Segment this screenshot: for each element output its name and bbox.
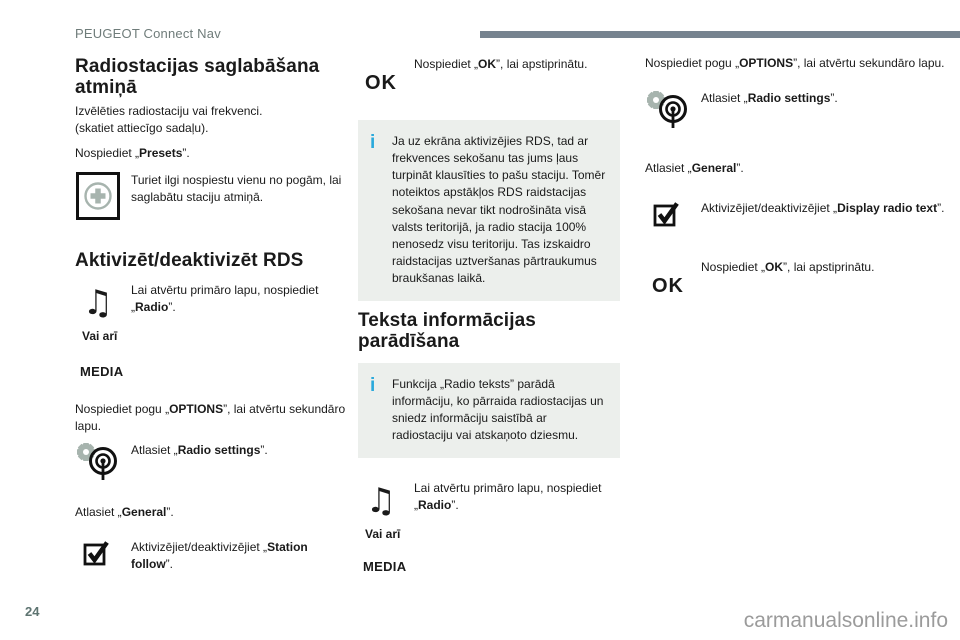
music-notes-glyph: ♫: [82, 282, 114, 323]
display-radio-text-step: [645, 200, 945, 228]
info-icon: i: [370, 132, 376, 154]
radio-primary-step: [358, 480, 620, 521]
column-3: [645, 55, 945, 300]
gear-antenna-icon-svg: [646, 90, 690, 132]
radio-settings-instruction: Atlasiet „Radio settings”.: [701, 91, 838, 106]
general-instruction: Atlasiet „General”.: [645, 161, 744, 176]
checkbox-checked-icon-svg: [653, 200, 683, 228]
ok-icon-label: OK: [652, 275, 684, 298]
info-box-radio-text: [358, 363, 620, 458]
ok-confirm-step: [645, 259, 945, 300]
header-accent-bar: [480, 31, 960, 38]
gear-antenna-icon: [645, 90, 691, 132]
general-instruction: Atlasiet „General”.: [75, 505, 174, 520]
ok-icon-label: OK: [365, 72, 397, 94]
ok-icon: [645, 259, 691, 300]
radio-settings-step: [75, 442, 347, 484]
ok-confirm-instruction: Nospiediet „OK”, lai apstiprinātu.: [701, 260, 875, 275]
info-box-radio-text-text: Funkcija „Radio teksts” parādā informāciju, ko pārraida radiostacijas un sniedz informāciju saistībā ar radiostaciju vai atskaņoto dziesmu.: [392, 376, 604, 442]
station-follow-step: [75, 539, 347, 573]
presets-instruction: Nospiediet „Presets”.: [75, 146, 190, 160]
column-2: [358, 56, 620, 576]
radio-primary-instruction: Lai atvērtu primāro lapu, nospiediet „Radio”.: [131, 282, 319, 314]
options-instruction: Nospiediet pogu „OPTIONS”, lai atvērtu sekundāro lapu.: [75, 401, 346, 434]
radio-settings-step: [645, 90, 945, 132]
intro-line-2: (skatiet attiecīgo sadaļu).: [75, 120, 209, 135]
info-box-rds-text: Ja uz ekrāna aktivizējies RDS, tad ar frekvences sekošanu tas jums ļaus turpināt klausīties to pašu staciju. Tomēr noteiktos apstākļos RDS raidstacijas sekošana nevar tikt nodrošināta visā valsts teritorijā, ja radio stacija 100% nenosedz visu teritoriju. Tas izskaidro raidstacijas uztveršanas pārtraukumus braukšanas laikā.: [392, 134, 606, 285]
radio-primary-instruction: Lai atvērtu primāro lapu, nospiediet „Radio”.: [414, 480, 602, 512]
info-box-rds: [358, 120, 620, 300]
media-label: MEDIA: [80, 363, 124, 379]
plus-preset-icon-svg: [76, 172, 120, 220]
station-follow-instruction: Aktivizējiet/deaktivizējiet „Station follow”.: [131, 540, 308, 572]
ok-icon: [358, 56, 404, 97]
plus-preset-icon: [75, 172, 121, 220]
section-title-rds: Aktivizēt/deaktivizēt RDS: [75, 250, 304, 272]
ok-confirm-instruction: Nospiediet „OK”, lai apstiprinātu.: [414, 57, 588, 71]
radio-settings-instruction: Atlasiet „Radio settings”.: [131, 443, 268, 458]
memory-store-hint: Turiet ilgi nospiestu vienu no pogām, lai saglabātu staciju atmiņā.: [131, 173, 342, 205]
section-title-text-info: Teksta informācijas parādīšana: [358, 309, 536, 353]
checkbox-checked-icon: [645, 200, 691, 228]
or-label: Vai arī: [365, 526, 401, 541]
ok-confirm-step: [358, 56, 620, 97]
intro-paragraph: [75, 103, 347, 137]
section-title-store-station: Radiostacijas saglabāšana atmiņā: [75, 56, 320, 99]
music-notes-glyph: ♫: [365, 480, 397, 521]
memory-store-step: [75, 172, 347, 220]
manual-header-title: PEUGEOT Connect Nav: [75, 26, 221, 41]
info-icon: i: [370, 374, 376, 396]
music-notes-icon: [358, 480, 404, 521]
media-label: MEDIA: [363, 558, 407, 574]
options-instruction: Nospiediet pogu „OPTIONS”, lai atvērtu sekundāro lapu.: [645, 56, 945, 70]
gear-antenna-icon: [75, 442, 121, 484]
page-number: 24: [25, 604, 40, 619]
display-radio-text-instruction: Aktivizējiet/deaktivizējiet „Display radio text”.: [701, 201, 945, 216]
music-notes-icon: [75, 282, 121, 323]
gear-antenna-icon-svg: [76, 442, 120, 484]
or-label: Vai arī: [82, 328, 118, 343]
checkbox-checked-icon-svg: [83, 539, 113, 567]
column-1: [75, 56, 347, 573]
radio-primary-step: [75, 282, 347, 323]
intro-line-1: Izvēlēties radiostaciju vai frekvenci.: [75, 103, 263, 118]
watermark: carmanualsonline.info: [743, 609, 948, 632]
checkbox-checked-icon: [75, 539, 121, 573]
